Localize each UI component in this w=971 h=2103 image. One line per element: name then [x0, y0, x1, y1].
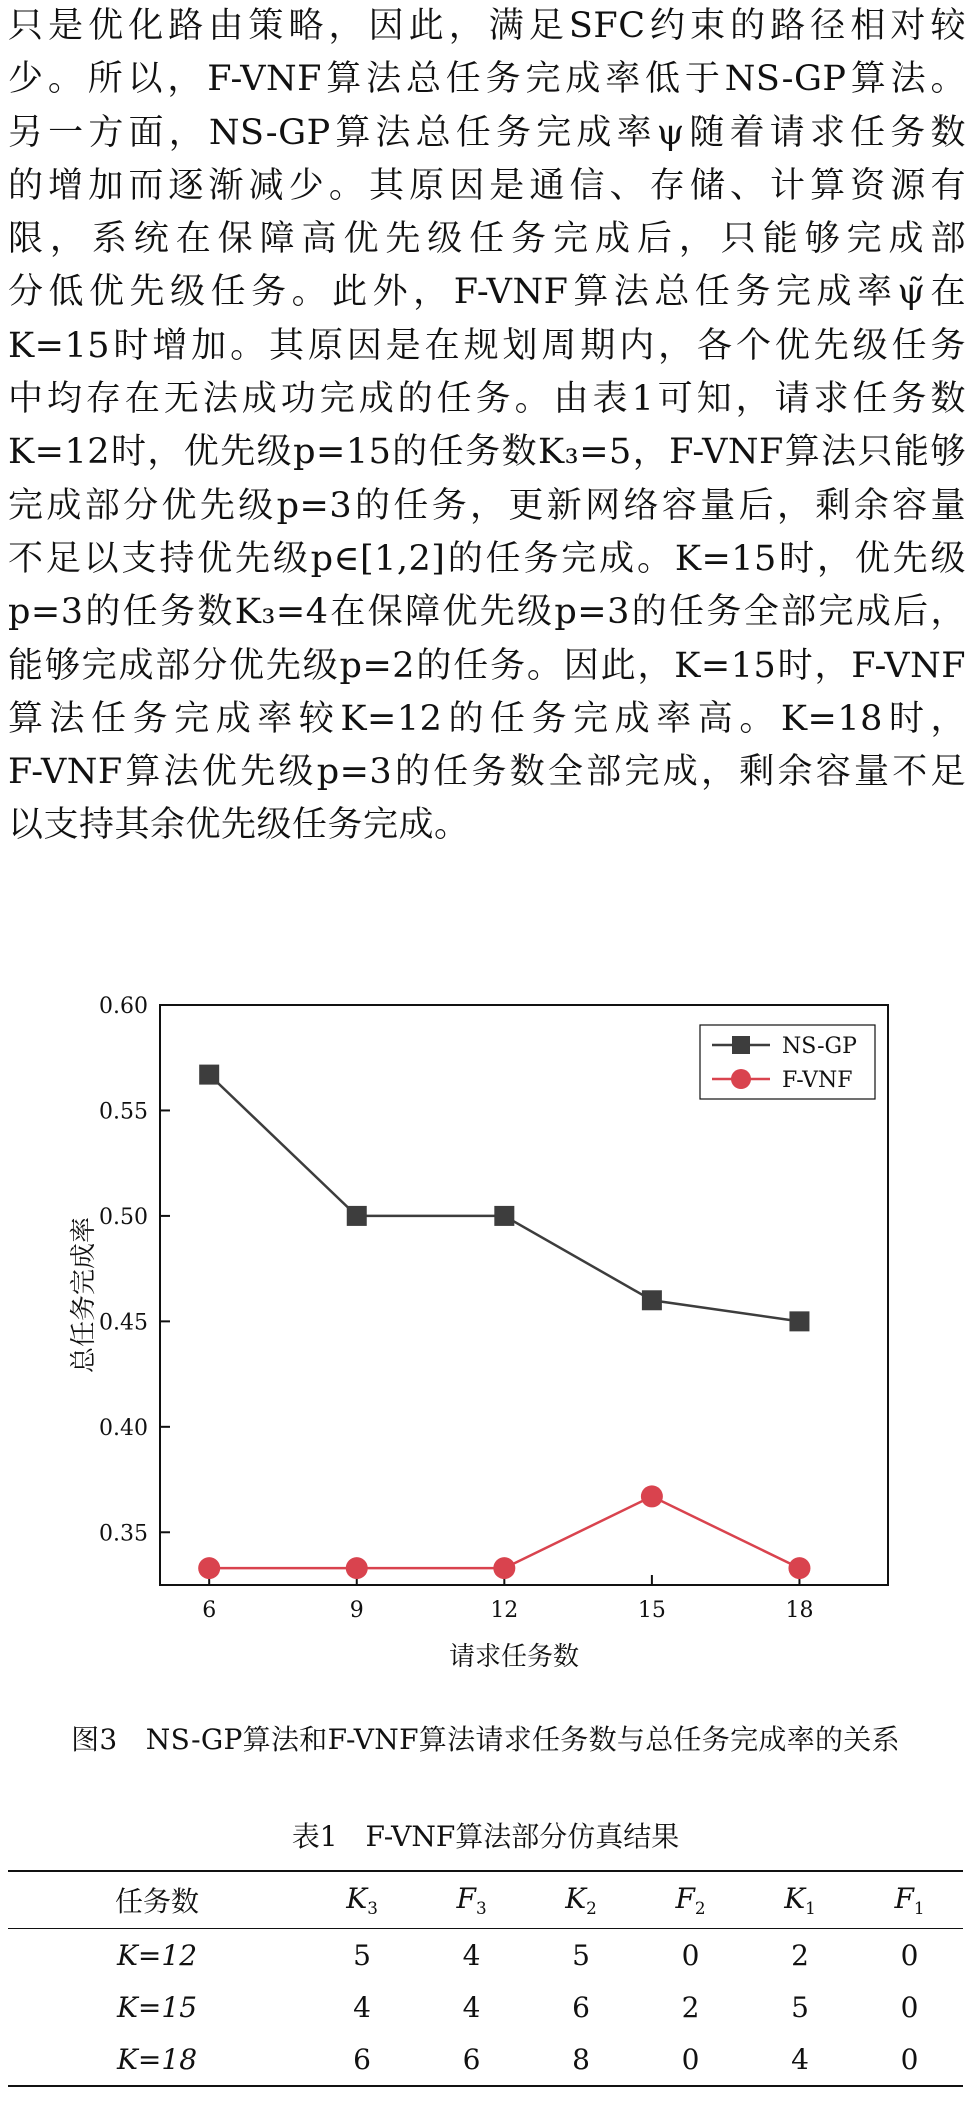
data-point-ns-gp [789, 1311, 809, 1331]
table-cell: 0 [856, 2033, 963, 2086]
paragraph-line: 限，系统在保障高优先级任务完成后，只能够完成部 [8, 219, 966, 260]
table-cell: 4 [744, 2033, 856, 2086]
paragraph-line: 以支持其余优先级任务完成。 [8, 805, 470, 846]
data-point-f-vnf [198, 1557, 220, 1579]
paragraph-line: 另一方面，NS-GP算法总任务完成率ψ随着请求任务数 [8, 112, 966, 153]
y-axis-label: 总任务完成率 [69, 1216, 99, 1374]
table-cell: 4 [462, 1990, 481, 2024]
y-tick-label: 0.50 [99, 1204, 148, 1230]
paragraph-line: 算法任务完成率较K=12的任务完成率高。K=18时， [8, 698, 966, 739]
paragraph-line: K=12时，优先级p=15的任务数K₃=5，F-VNF算法只能够 [8, 432, 966, 473]
x-axis-label: 请求任务数 [448, 1642, 580, 1672]
data-point-f-vnf [788, 1557, 810, 1579]
header-f3: $F_3$ [418, 1871, 525, 1929]
series-line-ns-gp [209, 1075, 799, 1322]
x-tick-label: 9 [349, 1598, 364, 1623]
data-point-ns-gp [642, 1290, 662, 1310]
data-point-ns-gp [199, 1065, 219, 1085]
paragraph-line: 的增加而逐渐减少。其原因是通信、存储、计算资源有 [8, 165, 966, 206]
header-f1: $F_1$ [856, 1871, 963, 1929]
table-cell: 5 [791, 1990, 809, 2024]
paragraph-line: 少。所以，F-VNF算法总任务完成率低于NS-GP算法。 [8, 59, 966, 100]
y-tick-label: 0.60 [99, 994, 148, 1019]
table-row [8, 1929, 963, 1982]
row-label: K=15 [117, 1990, 198, 2024]
paragraph-line: 能够完成部分优先级p=2的任务。因此，K=15时，F-VNF [8, 645, 966, 686]
table-cell: 4 [462, 1938, 481, 1972]
header-k3: $K_3$ [306, 1871, 418, 1929]
table-cell: 5 [572, 1938, 590, 1972]
y-tick-label: 0.40 [99, 1415, 148, 1441]
paragraph-line: F-VNF算法优先级p=3的任务数全部完成，剩余容量不足 [8, 752, 966, 793]
y-tick-label: 0.35 [99, 1521, 148, 1547]
data-point-ns-gp [347, 1206, 367, 1226]
legend-label: F-VNF [782, 1068, 853, 1093]
x-tick-label: 18 [785, 1598, 814, 1623]
legend-label: NS-GP [782, 1034, 857, 1059]
y-tick-label: 0.55 [99, 1099, 148, 1125]
data-point-f-vnf [641, 1485, 663, 1507]
paragraph-line: K=15时增加。其原因是在规划周期内，各个优先级任务 [8, 325, 966, 366]
table-cell: 2 [681, 1990, 700, 2024]
paragraph-line: 不足以支持优先级p∈[1,2]的任务完成。K=15时，优先级 [8, 538, 966, 579]
table-cell: 2 [791, 1938, 809, 1972]
table-cell: 6 [572, 1990, 590, 2024]
header-f2: $F_2$ [637, 1871, 744, 1929]
paragraph-line: p=3的任务数K₃=4在保障优先级p=3的任务全部完成后， [8, 592, 966, 633]
figure-caption: 图3 NS-GP算法和F-VNF算法请求任务数与总任务完成率的关系 [71, 1723, 900, 1756]
legend-marker [731, 1069, 751, 1089]
table-cell: 0 [637, 2033, 744, 2086]
body-paragraph [8, 0, 966, 853]
table-row [8, 1981, 963, 2033]
table-cell: 8 [525, 2033, 637, 2086]
line-chart [0, 985, 971, 1705]
data-point-f-vnf [493, 1557, 515, 1579]
table-row [8, 2033, 963, 2086]
paragraph-line: 完成部分优先级p=3的任务，更新网络容量后，剩余容量 [8, 485, 966, 526]
x-tick-label: 15 [637, 1598, 666, 1623]
results-table [8, 1870, 963, 2087]
table-cell: 0 [900, 1938, 919, 1972]
row-label: K=12 [117, 1938, 198, 1972]
legend-marker [732, 1036, 750, 1054]
table-cell: 0 [681, 1938, 700, 1972]
table-cell: 6 [418, 2033, 525, 2086]
paragraph-line: 只是优化路由策略，因此，满足SFC约束的路径相对较 [8, 6, 966, 46]
y-tick-label: 0.45 [99, 1310, 148, 1336]
data-point-ns-gp [494, 1206, 514, 1226]
data-point-f-vnf [346, 1557, 368, 1579]
paragraph-line: 中均存在无法成功完成的任务。由表1可知，请求任务数 [8, 379, 966, 420]
table-cell: 6 [306, 2033, 418, 2086]
header-k1: $K_1$ [744, 1871, 856, 1929]
header-task-count: 任务数 [8, 1871, 306, 1929]
table-header-row [8, 1871, 963, 1929]
paragraph-line: 分低优先级任务。此外，F-VNF算法总任务完成率ψ̃在 [8, 272, 966, 313]
x-tick-label: 6 [202, 1598, 217, 1623]
row-label: K=18 [8, 2033, 306, 2086]
table-cell: 4 [353, 1990, 371, 2024]
table-cell: 0 [900, 1990, 919, 2024]
table-title: 表1 F-VNF算法部分仿真结果 [291, 1820, 680, 1853]
table-cell: 5 [353, 1938, 371, 1972]
figure-3 [0, 985, 971, 1705]
x-tick-label: 12 [490, 1598, 519, 1623]
header-k2: $K_2$ [525, 1871, 637, 1929]
